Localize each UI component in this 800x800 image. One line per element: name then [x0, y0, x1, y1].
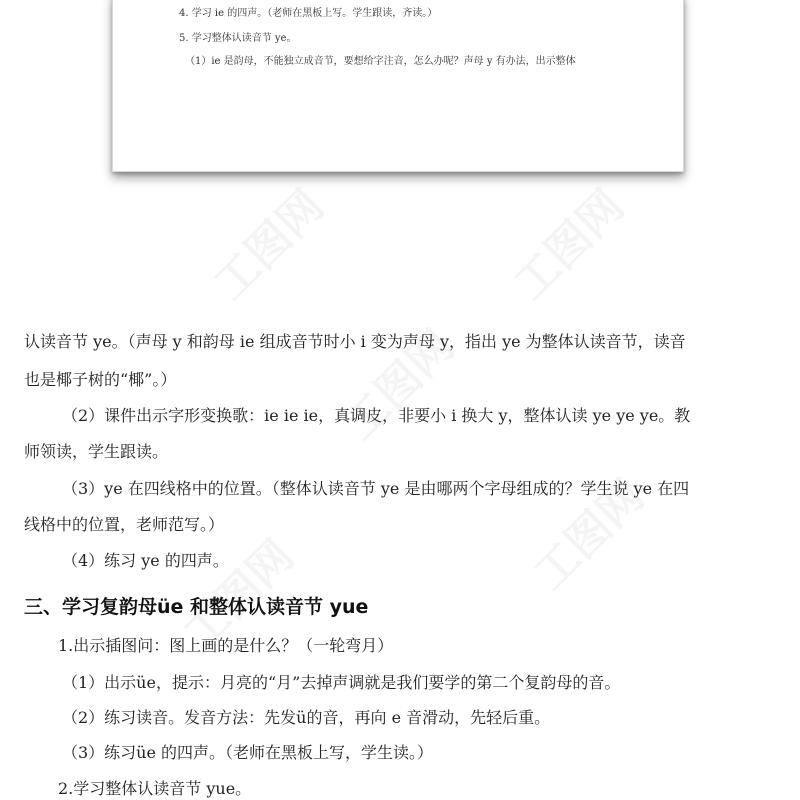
- preview-line: 4. 学习 ie 的四声。（老师在黑板上写。学生跟读，齐读。）: [179, 8, 438, 19]
- preview-line: （1）ie 是韵母，不能独立成音节，要想给字注音，怎么办呢？声母 y 有办法，出示整体: [185, 56, 576, 67]
- list-item: （3）练习üe 的四声。（老师在黑板上写，学生读。）: [62, 743, 434, 762]
- list-item: 2.学习整体认读音节 yue。: [58, 779, 252, 798]
- document-preview-card: [112, 0, 684, 172]
- preview-line: 5. 学习整体认读音节 ye。: [179, 33, 297, 44]
- paragraph-line: 师领读，学生跟读。: [24, 442, 169, 461]
- paragraph-line: 也是椰子树的“椰”。）: [24, 370, 177, 389]
- paragraph-line: （2）课件出示字形变换歌：ie ie ie，真调皮，非要小 i 换大 y，整体认读 ye ye ye。教: [62, 406, 691, 425]
- watermark: [497, 173, 636, 312]
- watermark: [197, 173, 336, 312]
- list-item: （2）练习读音。发音方法：先发ü的音，再向 e 音滑动，先轻后重。: [62, 708, 551, 727]
- list-item: （1）出示üe，提示：月亮的“月”去掉声调就是我们要学的第二个复韵母的音。: [62, 673, 621, 692]
- paragraph-line: 线格中的位置，老师范写。）: [24, 515, 225, 534]
- paragraph-line: 认读音节 ye。（声母 y 和韵母 ie 组成音节时小 i 变为声母 y，指出 ye 为整体认读音节，读音: [24, 332, 686, 351]
- section-heading: 三、学习复韵母üe 和整体认读音节 yue: [24, 596, 369, 618]
- paragraph-line: （3）ye 在四线格中的位置。（整体认读音节 ye 是由哪两个字母组成的？学生说 ye 在四: [62, 479, 690, 498]
- list-item: 1.出示插图问：图上画的是什么？（一轮弯月）: [58, 636, 394, 655]
- paragraph-line: （4）练习 ye 的四声。: [62, 551, 229, 570]
